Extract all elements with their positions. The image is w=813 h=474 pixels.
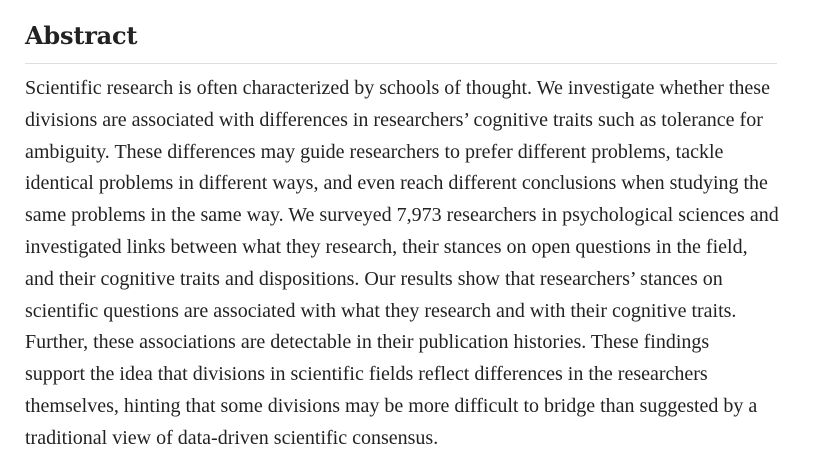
- abstract-line: identical problems in different ways, and even reach different conclusions when studying the: [25, 172, 768, 195]
- abstract-section: [25, 18, 777, 455]
- abstract-line: support the idea that divisions in scientific fields reflect differences in the researchers: [25, 363, 708, 386]
- abstract-line: same problems in the same way. We surveyed 7,973 researchers in psychological sciences and: [25, 204, 779, 227]
- abstract-text: [25, 73, 777, 455]
- abstract-line: Further, these associations are detectable in their publication histories. These findings: [25, 331, 710, 354]
- abstract-line: Scientific research is often characterized by schools of thought. We investigate whether these: [25, 77, 770, 99]
- abstract-line: themselves, hinting that some divisions may be more difficult to bridge than suggested by a: [25, 394, 758, 417]
- abstract-line: traditional view of data-driven scientific consensus.: [25, 426, 439, 449]
- abstract-line: and their cognitive traits and dispositions. Our results show that researchers’ stances on: [25, 267, 723, 290]
- abstract-line: ambiguity. These differences may guide researchers to prefer different problems, tackle: [25, 140, 724, 163]
- abstract-heading: Abstract: [25, 21, 138, 50]
- abstract-line: scientific questions are associated with what they research and with their cognitive traits.: [25, 299, 737, 322]
- abstract-line: divisions are associated with differences in researchers’ cognitive traits such as tolerance for: [25, 108, 763, 131]
- abstract-line: investigated links between what they research, their stances on open questions in the field,: [25, 235, 748, 258]
- heading-divider: [25, 63, 777, 64]
